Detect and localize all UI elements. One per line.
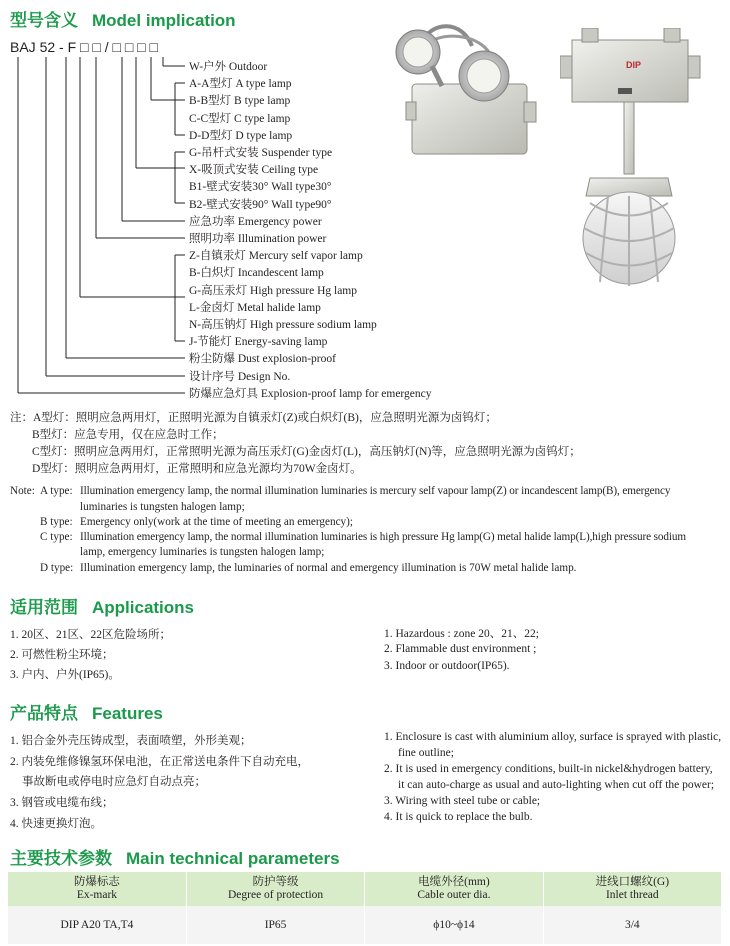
- note-en-c-text-2: lamp, emergency luminaries is tungsten halogen lamp;: [80, 546, 325, 558]
- note-en-d-type: D type:: [40, 562, 74, 574]
- note-en-d-text: Illumination emergency lamp, the luminaries of normal and emergency illumination is 70W metal halide lamp.: [80, 562, 577, 574]
- option-wall-30: B1-壁式安装30° Wall type30°: [189, 181, 332, 193]
- parameters-header-row: [8, 872, 722, 906]
- app-en-1: 1. Hazardous : zone 20、21、22;: [384, 628, 539, 640]
- header-inlet-thread: 进线口螺纹(G) Inlet thread: [543, 872, 721, 906]
- option-dust-explosion-proof: 粉尘防爆 Dust explosion-proof: [189, 353, 336, 365]
- feat-en-4: 4. It is quick to replace the bulb.: [384, 811, 533, 823]
- option-a-type: A-A型灯 A type lamp: [189, 78, 292, 90]
- model-title-cn: 型号含义: [10, 11, 78, 30]
- note-en-a-text-2: luminaries is tungsten halogen lamp;: [80, 501, 245, 513]
- applications-title-en: Applications: [92, 598, 195, 617]
- parameters-title: [10, 844, 340, 869]
- app-en-3: 3. Indoor or outdoor(IP65).: [384, 660, 510, 672]
- cell-cable-dia: ϕ10~ϕ14: [365, 906, 543, 944]
- feat-en-3: 3. Wiring with steel tube or cable;: [384, 795, 541, 807]
- note-cn-a: 注：A型灯：照明应急两用灯，正照明光源为自镇汞灯(Z)或白炽灯(B)，应急照明光源为卤钨灯；: [10, 412, 497, 424]
- option-design-no: 设计序号 Design No.: [189, 371, 291, 383]
- feat-en-1b: fine outline;: [398, 747, 454, 759]
- note-en-c-type: C type:: [40, 531, 73, 543]
- option-metal-halide-lamp: L-金卤灯 Metal halide lamp: [189, 302, 321, 314]
- feat-en-2: 2. It is used in emergency conditions, built-in nickel&hydrogen battery,: [384, 763, 713, 775]
- option-b-type: B-B型灯 B type lamp: [189, 95, 291, 107]
- option-energy-saving-lamp: J-节能灯 Energy-saving lamp: [189, 336, 328, 348]
- feat-en-2b: it can auto-charge as usual and auto-lighting when cut off the power;: [398, 779, 715, 791]
- header-protection: 防护等级 Degree of protection: [186, 872, 364, 906]
- option-emergency-power: 应急功率 Emergency power: [189, 216, 322, 228]
- option-c-type: C-C型灯 C type lamp: [189, 113, 291, 125]
- cell-protection: IP65: [186, 906, 364, 944]
- cell-inlet-thread: 3/4: [543, 906, 721, 944]
- note-cn-c: C型灯：照明应急两用灯，正常照明光源为高压汞灯(G)金卤灯(L)，高压钠灯(N)等，应急照明光源为卤钨灯；: [32, 446, 581, 458]
- feat-en-1: 1. Enclosure is cast with aluminium alloy, surface is sprayed with plastic,: [384, 731, 722, 743]
- model-title-en: Model implication: [92, 11, 236, 30]
- option-incandescent-lamp: B-白炽灯 Incandescent lamp: [189, 267, 324, 279]
- note-cn-b: B型灯：应急专用，仅在应急时工作；: [32, 429, 224, 441]
- parameters-title-en: Main technical parameters: [126, 849, 340, 868]
- note-en-a-type: A type:: [40, 485, 73, 497]
- header-ex-mark: 防爆标志 Ex-mark: [8, 872, 186, 906]
- note-en-label: Note:: [10, 485, 35, 497]
- note-en-b-type: B type:: [40, 516, 73, 528]
- option-wall-90: B2-壁式安装90° Wall type90°: [189, 199, 332, 211]
- feat-cn-2b: 事故断电或停电时应急灯自动点亮；: [22, 776, 206, 788]
- note-en-b-text: Emergency only(work at the time of meeting an emergency);: [80, 516, 353, 528]
- features-title: [10, 699, 163, 724]
- option-hg-lamp: G-高压汞灯 High pressure Hg lamp: [189, 285, 358, 297]
- features-title-en: Features: [92, 704, 163, 723]
- note-en-a-text-1: Illumination emergency lamp, the normal illumination luminaries is mercury self vapour lamp(Z) or incandescent lamp(B), emergency: [80, 485, 671, 497]
- features-title-cn: 产品特点: [10, 704, 78, 723]
- product-label: DIP: [626, 60, 642, 70]
- parameters-title-cn: 主要技术参数: [10, 849, 112, 868]
- parameters-table: [8, 872, 722, 944]
- applications-title-cn: 适用范围: [10, 598, 78, 617]
- note-en-c-text-1: Illumination emergency lamp, the normal illumination luminaries is high pressure Hg lamp(G) metal halide lamp(L),high pressure sodium: [80, 531, 687, 543]
- option-d-type: D-D型灯 D type lamp: [189, 130, 293, 142]
- option-illumination-power: 照明功率 Illumination power: [189, 233, 327, 245]
- app-en-2: 2. Flammable dust environment ;: [384, 643, 537, 655]
- feat-cn-1: 1. 铝合金外壳压铸成型，表面喷塑，外形美观；: [10, 735, 252, 747]
- twin-head-lamp-image: [392, 24, 542, 174]
- parameters-data-row: [8, 906, 722, 944]
- option-ceiling: X-吸顶式安装 Ceiling type: [189, 164, 319, 176]
- header-cable-dia: 电缆外径(mm) Cable outer dia.: [365, 872, 543, 906]
- feat-cn-4: 4. 快速更换灯泡。: [10, 818, 102, 830]
- pendant-lamp-image: [560, 28, 720, 296]
- app-cn-2: 2. 可燃性粉尘环境；: [10, 649, 114, 661]
- option-outdoor: W-户外 Outdoor: [189, 61, 268, 73]
- option-mercury-lamp: Z-自镇汞灯 Mercury self vapor lamp: [189, 250, 363, 262]
- applications-title: [10, 593, 194, 618]
- model-code-tree: [0, 0, 200, 400]
- model-code: BAJ 52 - F □ □ / □ □ □ □: [10, 39, 158, 55]
- option-sodium-lamp: N-高压钠灯 High pressure sodium lamp: [189, 319, 377, 331]
- option-explosion-proof-lamp: 防爆应急灯具 Explosion-proof lamp for emergency: [189, 388, 432, 400]
- app-cn-3: 3. 户内、户外(IP65)。: [10, 669, 120, 681]
- feat-cn-2: 2. 内装免维修镍氢环保电池，在正常送电条件下自动充电，: [10, 756, 309, 768]
- cell-ex-mark: DIP A20 TA,T4: [8, 906, 186, 944]
- feat-cn-3: 3. 钢管或电缆布线；: [10, 797, 114, 809]
- note-cn-d: D型灯：照明应急两用灯，正常照明和应急光源均为70W金卤灯。: [32, 463, 362, 475]
- option-suspender: G-吊杆式安装 Suspender type: [189, 147, 333, 159]
- app-cn-1: 1. 20区、21区、22区危险场所；: [10, 629, 171, 641]
